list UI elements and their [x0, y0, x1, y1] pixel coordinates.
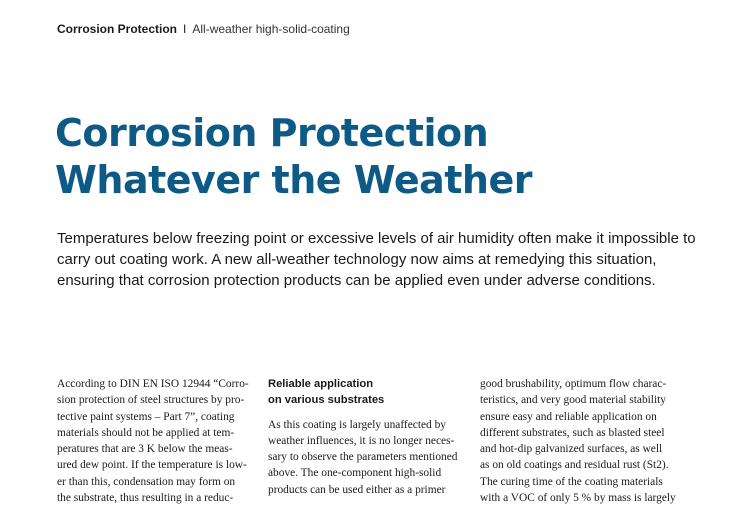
body-line: different substrates, such as blasted steel: [480, 426, 665, 439]
title-line: Whatever the Weather: [55, 158, 532, 202]
header-topic: All-weather high-solid-coating: [192, 22, 350, 36]
body-line: peratures that are 3 K below the meas-: [57, 443, 233, 456]
body-line: ensure easy and reliable application on: [480, 410, 657, 423]
body-line: weather influences, it is no longer neces-: [268, 434, 455, 447]
running-header: [57, 22, 350, 36]
body-line: As this coating is largely unaffected by: [268, 418, 446, 431]
body-line: sion protection of steel structures by pro-: [57, 394, 245, 407]
body-column-1: [57, 376, 252, 506]
lead-line: ensuring that corrosion protection products can be applied even under adverse conditions.: [57, 272, 656, 289]
title-line: Corrosion Protection: [55, 111, 489, 155]
body-line: above. The one-component high-solid: [268, 467, 442, 480]
body-line: sary to observe the parameters mentioned: [268, 451, 458, 464]
subheading-line: Reliable application: [268, 378, 374, 390]
header-section: Corrosion Protection: [57, 22, 178, 36]
body-line: According to DIN EN ISO 12944 “Corro-: [57, 378, 249, 390]
body-line: products can be used either as a primer: [268, 483, 446, 496]
body-line: tective paint systems – Part 7”, coating: [57, 410, 235, 423]
body-line: materials should not be applied at tem-: [57, 426, 235, 439]
subheading-line: on various substrates: [268, 394, 385, 407]
body-line: good brushability, optimum flow charac-: [480, 378, 667, 390]
body-column-3: [480, 376, 675, 506]
body-column-2: [268, 376, 463, 498]
lead-line: Temperatures below freezing point or excessive levels of air humidity often make it impossible to: [57, 230, 696, 247]
header-separator: I: [183, 22, 187, 36]
section-subheading: [268, 376, 463, 409]
lead-line: carry out coating work. A new all-weather technology now aims at remedying this situation,: [57, 251, 657, 268]
article-title: [55, 110, 532, 204]
body-line: ured dew point. If the temperature is low-: [57, 459, 247, 472]
body-line: er than this, condensation may form on: [57, 475, 236, 488]
body-line: with a VOC of only 5 % by mass is largely: [480, 492, 676, 505]
body-line: the substrate, thus resulting in a reduc-: [57, 492, 234, 505]
body-line: and hot-dip galvanized surfaces, as well: [480, 443, 663, 456]
body-line: The curing time of the coating materials: [480, 475, 663, 488]
body-line: teristics, and very good material stability: [480, 394, 666, 407]
lead-paragraph: [57, 228, 697, 291]
body-line: as on old coatings and residual rust (St2).: [480, 459, 669, 472]
